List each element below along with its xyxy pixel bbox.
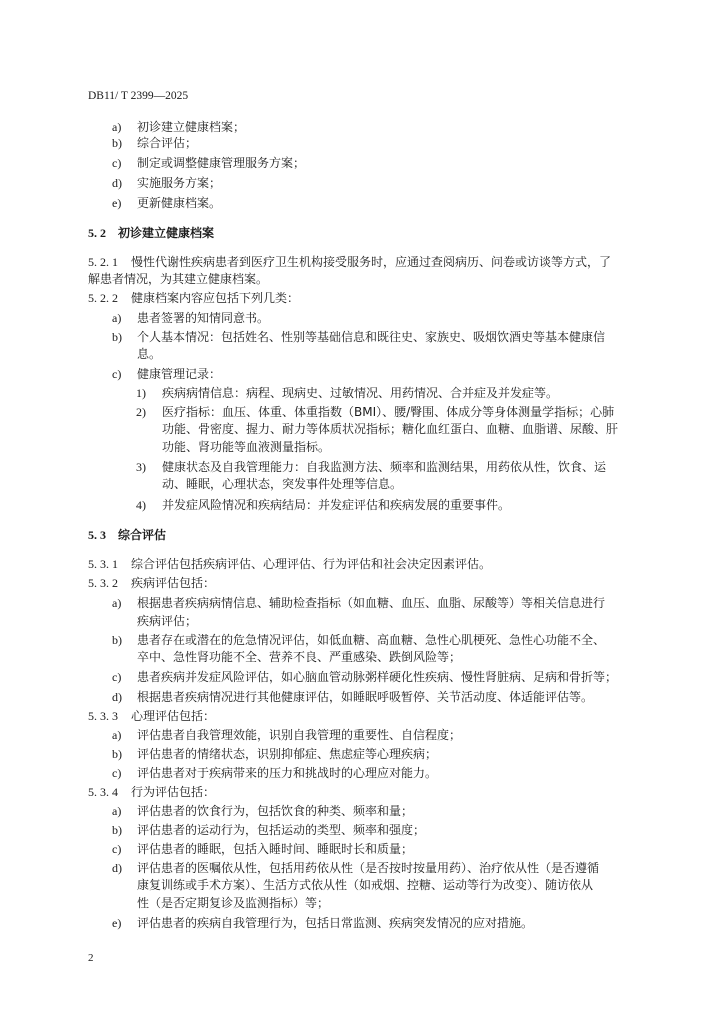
item-label: e): [112, 196, 122, 210]
item-label: d): [112, 690, 122, 704]
paragraph-line: 息。: [137, 347, 162, 361]
item-label: b): [112, 330, 122, 344]
paragraph-line: 患者疾病并发症风险评估，如心脑血管动脉粥样硬化性疾病、慢性肾脏病、足病和骨折等；: [137, 670, 618, 684]
item-label: a): [112, 804, 122, 818]
paragraph-line: 卒中、急性肾功能不全、营养不良、严重感染、跌倒风险等；: [137, 650, 462, 664]
paragraph-line: 评估患者的情绪状态，识别抑郁症、焦虑症等心理疾病；: [137, 747, 438, 761]
paragraph-line: 实施服务方案；: [137, 176, 222, 190]
paragraph-line: 慢性代谢性疾病患者到医疗卫生机构接受服务时，应通过查阅病历、问卷或访谈等方式，了: [131, 255, 612, 269]
item-label: 5. 3. 3: [88, 709, 118, 723]
paragraph-line: 健康状态及自我管理能力：自我监测方法、频率和监测结果，用药依从性，饮食、运: [162, 460, 607, 474]
paragraph-line: 健康管理记录：: [137, 367, 222, 381]
paragraph-line: 解患者情况，为其建立健康档案。: [88, 272, 269, 286]
paragraph-line: 康复训练或手术方案）、生活方式依从性（如戒烟、控糖、运动等行为改变）、随访依从: [137, 878, 594, 892]
paragraph-line: 疾病评估包括：: [131, 576, 216, 590]
paragraph-line: 个人基本情况：包括姓名、性别等基础信息和既往史、家族史、吸烟饮酒史等基本健康信: [137, 330, 606, 344]
item-label: d): [112, 861, 122, 875]
item-label: 3): [136, 460, 146, 474]
paragraph-line: 根据患者疾病病情信息、辅助检查指标（如血糖、血压、血脂、尿酸等）等相关信息进行: [137, 596, 606, 610]
item-label: c): [112, 670, 122, 684]
paragraph-line: 行为评估包括：: [131, 785, 216, 799]
item-label: 2): [136, 405, 146, 419]
paragraph-line: 患者签署的知情同意书。: [137, 311, 270, 325]
item-label: b): [112, 747, 122, 761]
paragraph-line: 疾病病情信息：病程、现病史、过敏情况、用药情况、合并症及并发症等。: [162, 386, 559, 400]
item-label: 5. 3. 2: [88, 576, 118, 590]
item-label: c): [112, 766, 122, 780]
paragraph-line: 功能、骨密度、握力、耐力等体质状况指标；糖化血红蛋白、血糖、血脂谱、尿酸、肝: [162, 422, 619, 436]
paragraph-line: 患者存在或潜在的危急情况评估，如低血糖、高血糖、急性心肌梗死、急性心功能不全、: [137, 633, 606, 647]
paragraph-line: 评估患者的运动行为，包括运动的类型、频率和强度；: [137, 823, 426, 837]
paragraph-line: 评估患者的饮食行为，包括饮食的种类、频率和量；: [137, 804, 414, 818]
paragraph-line: 综合评估包括疾病评估、心理评估、行为评估和社会决定因素评估。: [131, 557, 492, 571]
paragraph-line: 评估患者对于疾病带来的压力和挑战时的心理应对能力。: [137, 766, 438, 780]
paragraph-line: 更新健康档案。: [137, 196, 222, 210]
paragraph-line: 评估患者的疾病自我管理行为，包括日常监测、疾病突发情况的应对措施。: [137, 916, 534, 930]
section-number: 5. 3: [88, 528, 106, 542]
paragraph-line: 功能、肾功能等血液测量指标。: [162, 440, 331, 454]
item-label: e): [112, 916, 122, 930]
paragraph-line: 心理评估包括：: [131, 709, 216, 723]
item-label: 5. 2. 1: [88, 255, 118, 269]
page-number: 2: [88, 952, 94, 964]
item-label: 5. 3. 1: [88, 557, 118, 571]
item-label: 4): [136, 498, 146, 512]
paragraph-line: 健康档案内容应包括下列几类：: [131, 291, 300, 305]
item-label: c): [112, 842, 122, 856]
paragraph-line: 评估患者自我管理效能，识别自我管理的重要性、自信程度；: [137, 728, 462, 742]
item-label: 1): [136, 386, 146, 400]
section-heading: 初诊建立健康档案: [118, 226, 215, 240]
item-label: 5. 2. 2: [88, 291, 118, 305]
item-label: c): [112, 367, 122, 381]
document-code: DB11/ T 2399—2025: [88, 90, 189, 102]
paragraph-line: 根据患者疾病情况进行其他健康评估，如睡眠呼吸暂停、关节活动度、体适能评估等。: [137, 690, 594, 704]
item-label: 5. 3. 4: [88, 785, 118, 799]
paragraph-line: 制定或调整健康管理服务方案；: [137, 156, 306, 170]
paragraph-line: 初诊建立健康档案；: [137, 120, 246, 134]
paragraph-line: 动、睡眠，心理状态，突发事件处理等信息。: [162, 477, 403, 491]
item-label: b): [112, 136, 122, 150]
section-heading: 综合评估: [118, 528, 167, 542]
item-label: b): [112, 633, 122, 647]
section-number: 5. 2: [88, 226, 106, 240]
paragraph-line: 评估患者的医嘱依从性，包括用药依从性（是否按时按量用药）、治疗依从性（是否遵循: [137, 861, 600, 875]
paragraph-line: 疾病评估；: [137, 614, 198, 628]
item-label: b): [112, 823, 122, 837]
paragraph-line: 并发症风险情况和疾病结局：并发症评估和疾病发展的重要事件。: [162, 498, 511, 512]
item-label: d): [112, 176, 122, 190]
item-label: a): [112, 596, 122, 610]
item-label: a): [112, 120, 122, 134]
paragraph-line: 性（是否定期复诊及监测指标）等；: [137, 896, 330, 910]
paragraph-line: 医疗指标：血压、体重、体重指数（BMI）、腰/臀围、体成分等身体测量学指标；心肺: [162, 405, 615, 419]
item-label: a): [112, 728, 122, 742]
paragraph-line: 综合评估；: [137, 136, 198, 150]
item-label: a): [112, 311, 122, 325]
item-label: c): [112, 156, 122, 170]
paragraph-line: 评估患者的睡眠，包括入睡时间、睡眠时长和质量；: [137, 842, 414, 856]
